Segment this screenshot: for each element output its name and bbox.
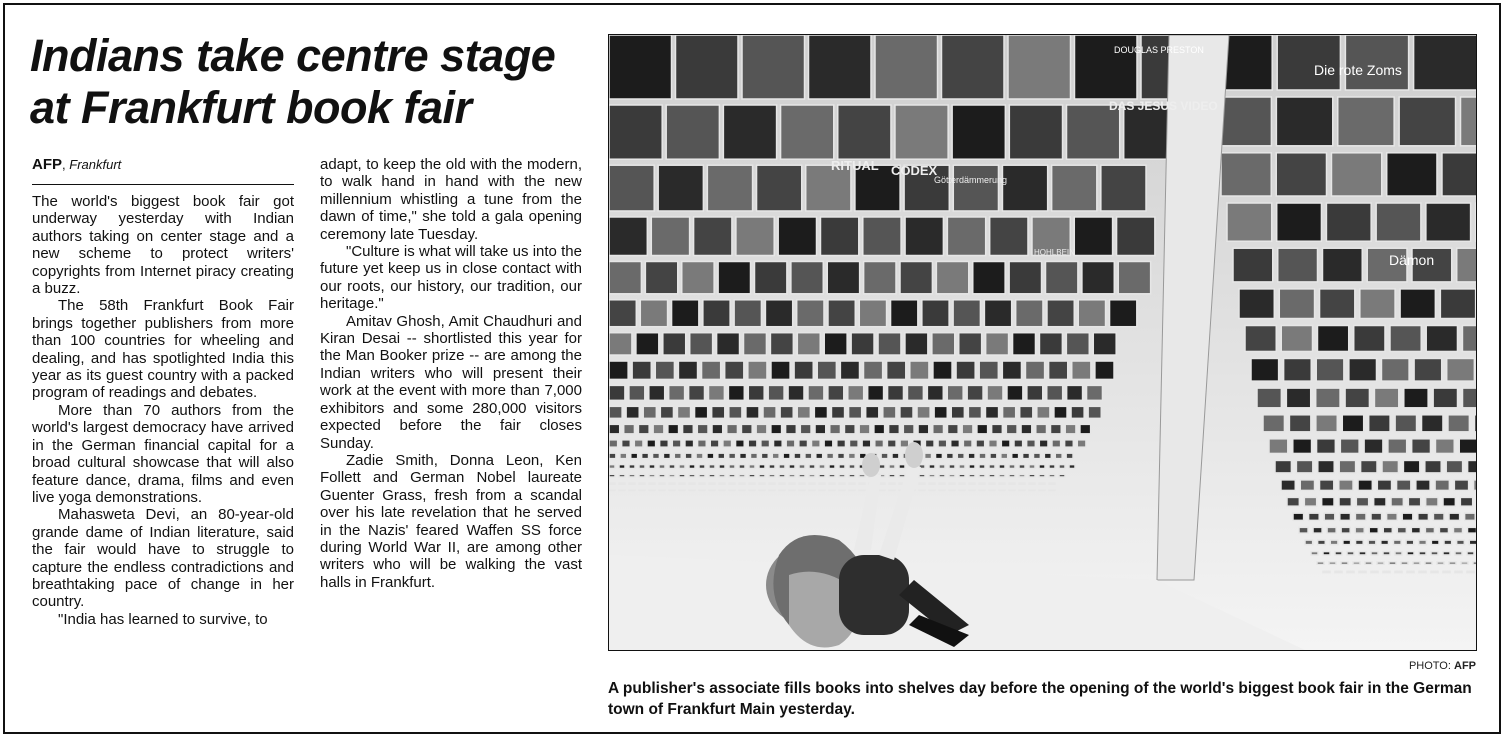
svg-text:RITUAL: RITUAL [831,158,879,173]
paragraph: The 58th Frankfurt Book Fair brings together publishers from more than 100 countries for wheeling and dealing, and has spotlighted India this year as its guest country with a packed program of readings and debates. [32,297,294,402]
svg-text:Götterdämmerung: Götterdämmerung [934,175,1008,185]
paragraph: Zadie Smith, Donna Leon, Ken Follett and German Nobel laureate Guenter Grass, fresh from a scandal over his late revelation that he served in the Nazis' feared Waffen SS force during World War II, are among other writers who will be walking the vast halls in Frankfurt. [320,451,582,591]
byline [32,156,294,185]
svg-text:HOHLBEIN: HOHLBEIN [1034,248,1075,257]
photo-credit-agency: AFP [1454,660,1476,672]
paragraph: The world's biggest book fair got underway yesterday with Indian authors taking on center stage and a new scheme to protect writers' copyrights from Internet piracy creating a buzz. [32,193,294,298]
svg-text:DOUGLAS PRESTON: DOUGLAS PRESTON [1114,45,1204,55]
article-column-1 [32,193,294,628]
bookshelf-photo [608,34,1477,651]
byline-separator: , [62,157,66,172]
headline [30,30,600,134]
byline-agency: AFP [32,156,62,173]
article-column-2 [320,156,582,591]
paragraph: "India has learned to survive, to [58,610,268,628]
paragraph: adapt, to keep the old with the modern, to walk hand in hand with the new millennium whistling a tune from the dawn of time," she told a gala opening ceremony late Tuesday. [320,156,582,243]
svg-text:Die rote Zoms: Die rote Zoms [1314,62,1402,78]
photo-caption: A publisher's associate fills books into shelves day before the opening of the world's biggest book fair in the German town of Frankfurt Main yesterday. [608,680,1472,718]
photo-credit [1380,660,1476,673]
byline-place: Frankfurt [69,157,122,172]
photo-credit-label: PHOTO: [1408,660,1451,672]
svg-text:DAS JESUS VIDEO: DAS JESUS VIDEO [1109,99,1218,113]
paragraph: "Culture is what will take us into the future yet keep us in close contact with our roots, our history, our tradition, our heritage." [320,243,582,313]
headline-line-1: Indians take centre stage [30,30,556,81]
svg-text:Dämon: Dämon [1389,252,1435,268]
paragraph: More than 70 authors from the world's largest democracy have arrived in the German financial capital for a broad cultural showcase that will also feature dance, drama, films and even live yoga demonstrations. [32,401,294,506]
paragraph: Mahasweta Devi, an 80-year-old grande dame of Indian literature, said the fair would have to struggle to capture the endless contradictions and breathtaking pace of change in her country. [32,506,294,611]
headline-line-2: at Frankfurt book fair [30,82,472,133]
paragraph: Amitav Ghosh, Amit Chaudhuri and Kiran Desai -- shortlisted this year for the Man Booker prize -- are among the Indian writers who will present their work at the event with more than 7,000 exhibitors and some 280,000 visitors expected before the fair closes Sunday. [320,312,582,452]
svg-text:CODEX: CODEX [891,163,938,178]
bookshelf-photo-drawing [609,35,1477,651]
